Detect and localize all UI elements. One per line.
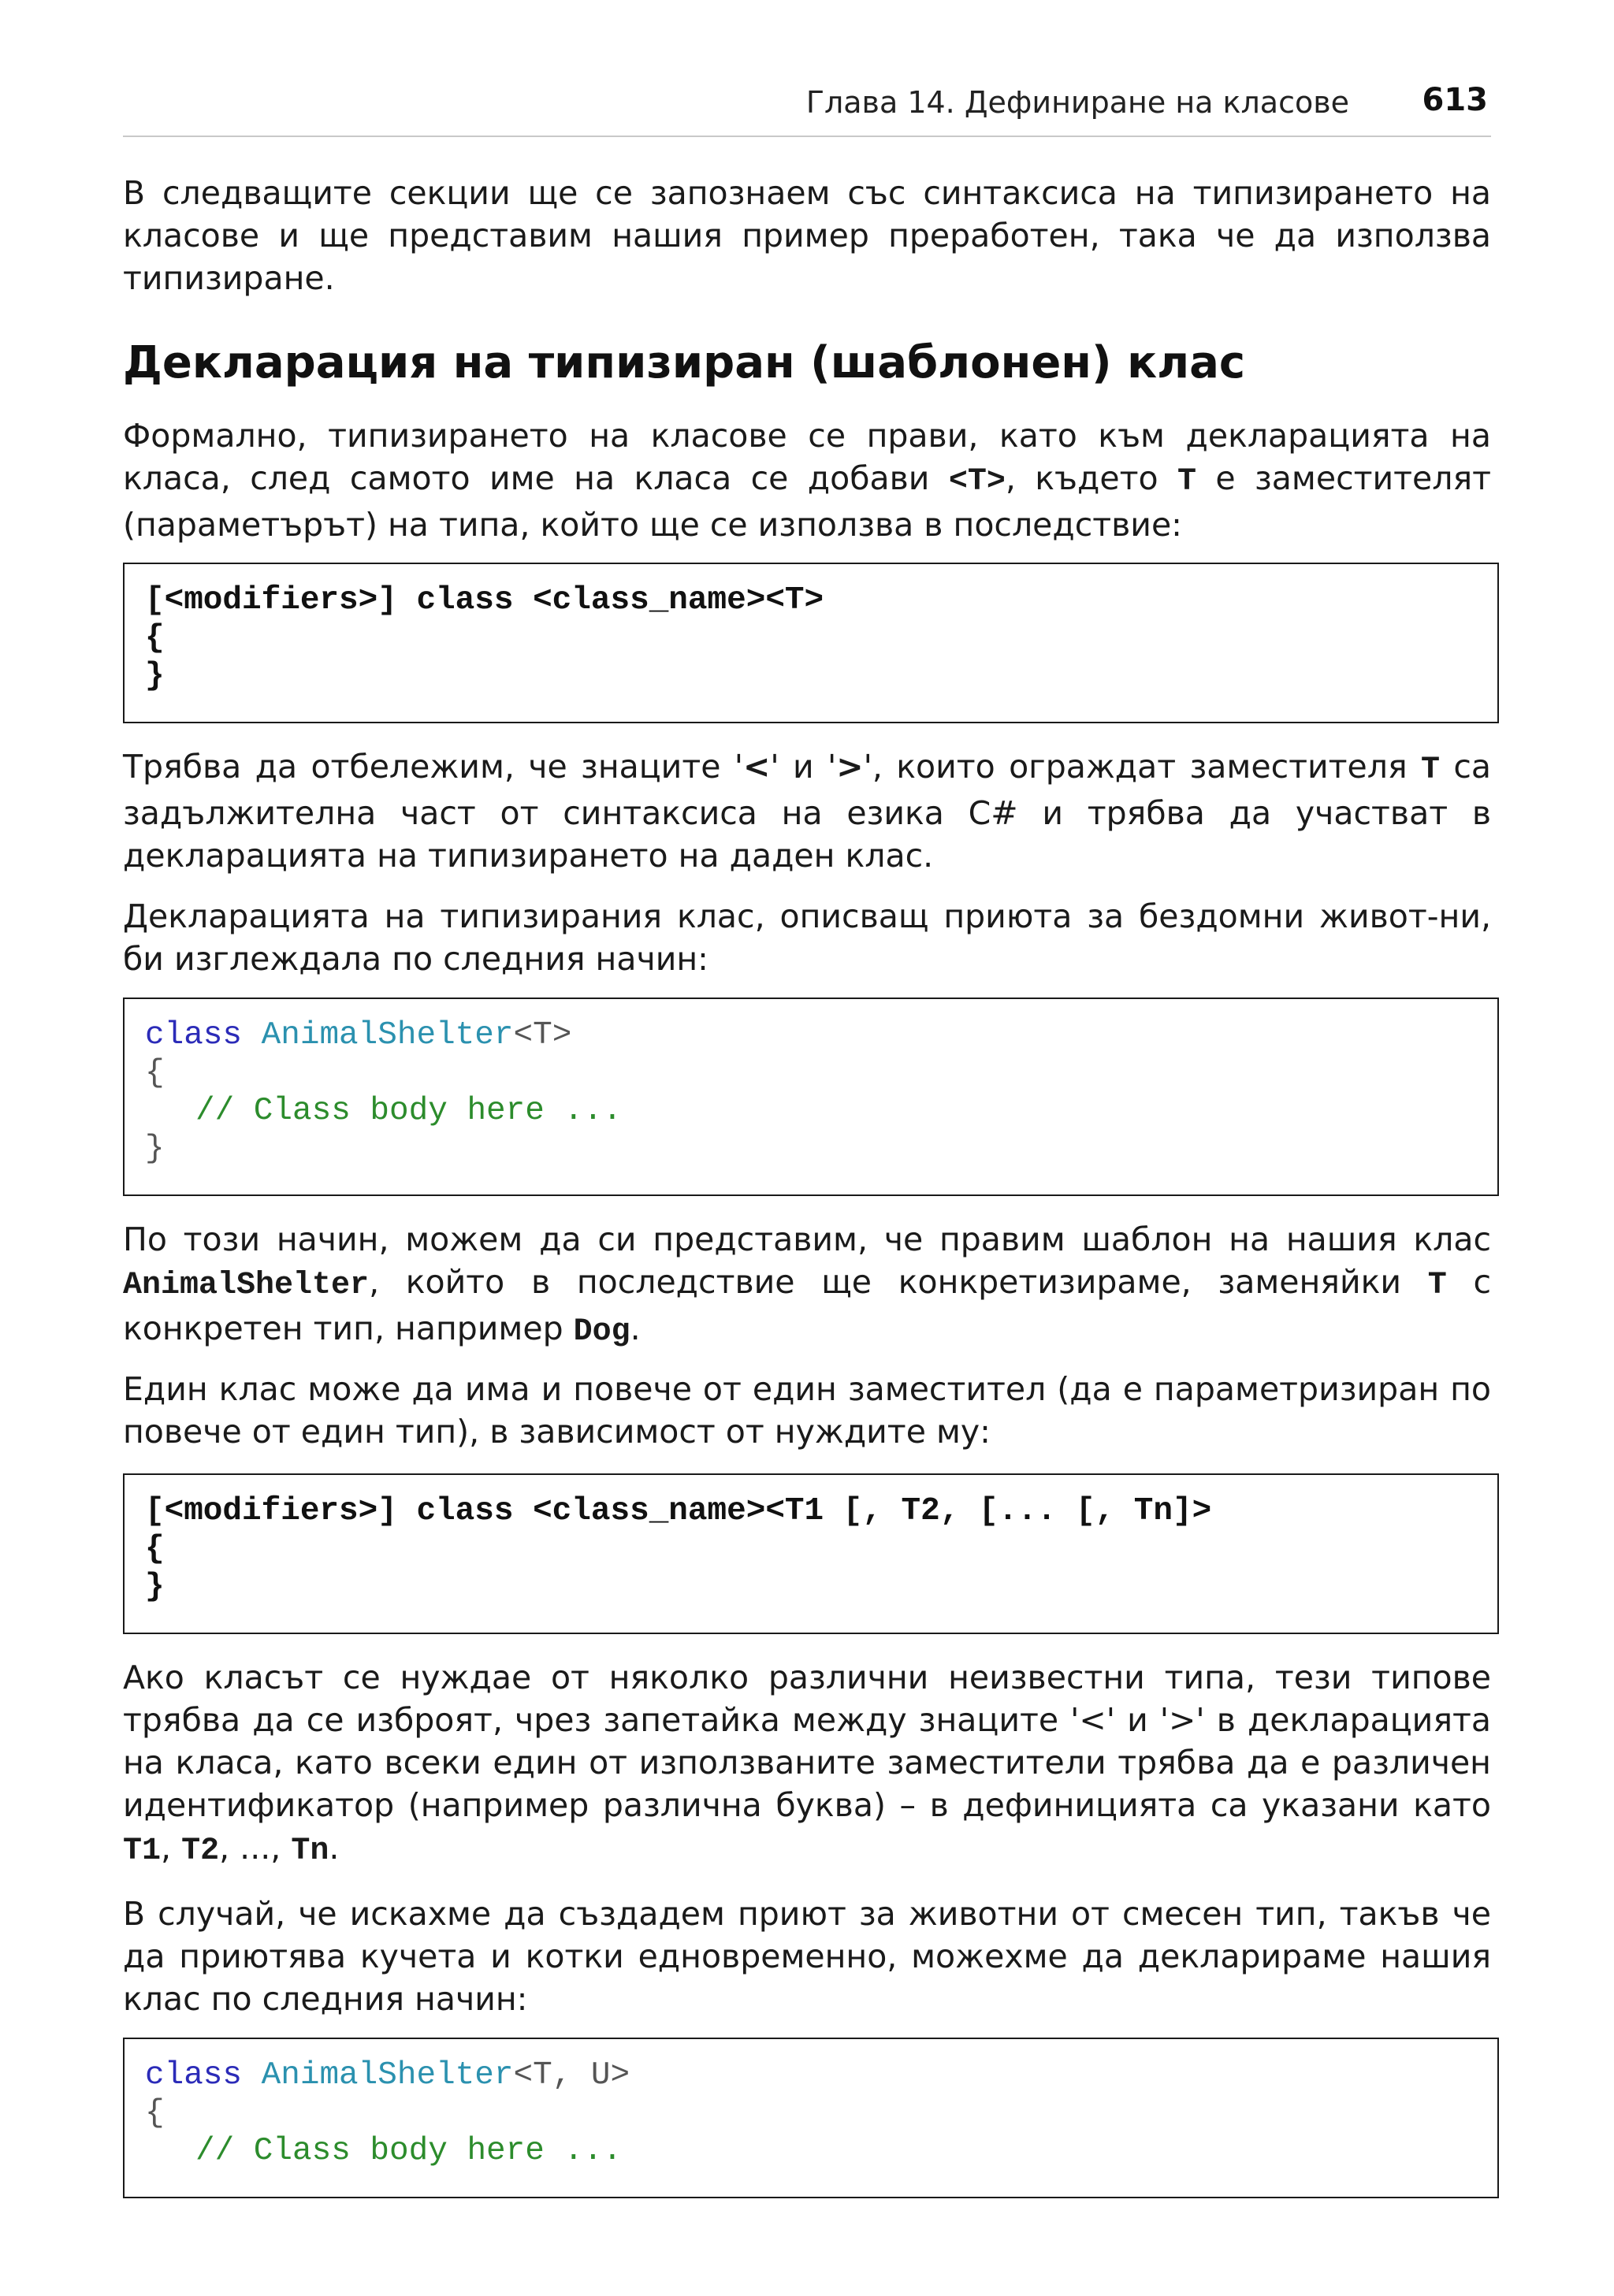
inline-code: <T>	[948, 464, 1006, 500]
code-line	[145, 1092, 1477, 1130]
code-type-name: AnimalShelter	[261, 2057, 514, 2094]
code-line: {	[145, 620, 165, 656]
code-block-multi-param-syntax	[123, 1473, 1499, 1634]
text-run: , където	[1005, 459, 1177, 497]
code-line	[145, 1016, 1477, 1054]
running-header	[123, 76, 1491, 137]
intro-paragraph: В следващите секции ще се запознаем със синтаксиса на типизирането на класове и ще представим нашия пример преработен, така че да използва типизиране.	[123, 174, 1491, 297]
code-keyword: class	[145, 1017, 243, 1053]
inline-code: T1	[123, 1833, 162, 1869]
inline-code: T	[1420, 752, 1440, 788]
paragraph-multiple-params: Един клас може да има и повече от един заместител (да е параметризиран по повече от един тип), в зависимост от нуждите му:	[123, 1370, 1491, 1451]
bold-glyph: <	[743, 748, 771, 786]
text-run: Трябва да отбележим, че знаците '	[123, 748, 744, 786]
code-line: }	[145, 1569, 165, 1605]
paragraph-shelter-declaration: Декларацията на типизирания клас, описващ приюта за бездомни живот-ни, би изглеждала по следния начин:	[123, 897, 1491, 978]
inline-code: T2	[181, 1833, 220, 1869]
inline-code: T	[1177, 464, 1196, 500]
text-run: По този начин, можем да си представим, че правим шаблон на нашия клас	[123, 1220, 1491, 1258]
code-block-animal-shelter	[123, 998, 1499, 1196]
text-run: с конкретен тип, например	[123, 1263, 1491, 1347]
paragraph-angle-brackets	[123, 745, 1491, 877]
paragraph-formal-syntax	[123, 414, 1491, 546]
section-heading: Декларация на типизиран (шаблонен) клас	[123, 337, 1246, 388]
code-line: {	[145, 2095, 165, 2131]
text-run: , ...,	[219, 1829, 292, 1867]
text-run: ' и '	[770, 748, 837, 786]
code-line: }	[145, 1131, 165, 1167]
text-run: е заместителят (параметърът) на типа, който ще се използва в последствие:	[123, 459, 1492, 544]
code-keyword: class	[145, 2057, 243, 2094]
inline-code: Dog	[573, 1314, 630, 1350]
code-line: {	[145, 1055, 165, 1091]
code-block-animal-shelter-two-params	[123, 2038, 1499, 2198]
code-comment: // Class body here ...	[195, 1093, 623, 1129]
code-type-params: <T, U>	[513, 2057, 630, 2094]
text-run: , който в последствие ще конкретизираме, заменяйки	[369, 1263, 1428, 1301]
code-comment: // Class body here ...	[195, 2133, 623, 2169]
bold-glyph: >	[836, 748, 864, 786]
text-run: Формално, типизирането на класове се прави, като към декларацията на класа, след самото име на класа се добави	[123, 417, 1491, 497]
code-line: [<modifiers>] class <class_name><T1 [, T2, [... [, Tn]>	[145, 1493, 1212, 1529]
inline-code: T	[1427, 1268, 1447, 1303]
code-type-params: <T>	[513, 1017, 572, 1053]
code-type-name: AnimalShelter	[261, 1017, 514, 1053]
code-line	[145, 2132, 1477, 2170]
text-run: ', които ограждат заместителя	[863, 748, 1421, 786]
paragraph-unknown-types	[123, 1656, 1491, 1873]
text-run: са задължителна част от синтаксиса на езика C# и трябва да участват в декларацията на типизирането на даден клас.	[123, 748, 1491, 875]
text-run: Ако класът се нуждае от няколко различни неизвестни типа, тези типове трябва да се изброят, чрез запетайка между знаците '<' и '>' в декларацията на класа, като всеки един от използваните заместители трябва да е различен идентификатор (например различна буква) – в дефиницията са указани като	[123, 1659, 1491, 1824]
code-line: {	[145, 1531, 165, 1567]
code-line: [<modifiers>] class <class_name><T>	[145, 582, 824, 619]
text-run: ,	[161, 1829, 182, 1867]
paragraph-mixed-shelter: В случай, че искахме да създадем приют за животни от смесен тип, такъв че да приютява кучета и котки едновременно, можехме да декларираме нашия клас по следния начин:	[123, 1895, 1491, 2018]
code-line	[145, 2056, 1477, 2094]
text-run: .	[329, 1829, 340, 1867]
code-block-generic-class-syntax	[123, 563, 1499, 723]
chapter-title: Глава 14. Дефиниране на класове	[805, 85, 1349, 120]
text-run: .	[630, 1310, 641, 1347]
inline-code: Tn	[291, 1833, 329, 1869]
paragraph-template-idea	[123, 1218, 1491, 1354]
inline-code: AnimalShelter	[123, 1268, 370, 1303]
page-number: 613	[1422, 82, 1488, 118]
code-line: }	[145, 658, 165, 694]
